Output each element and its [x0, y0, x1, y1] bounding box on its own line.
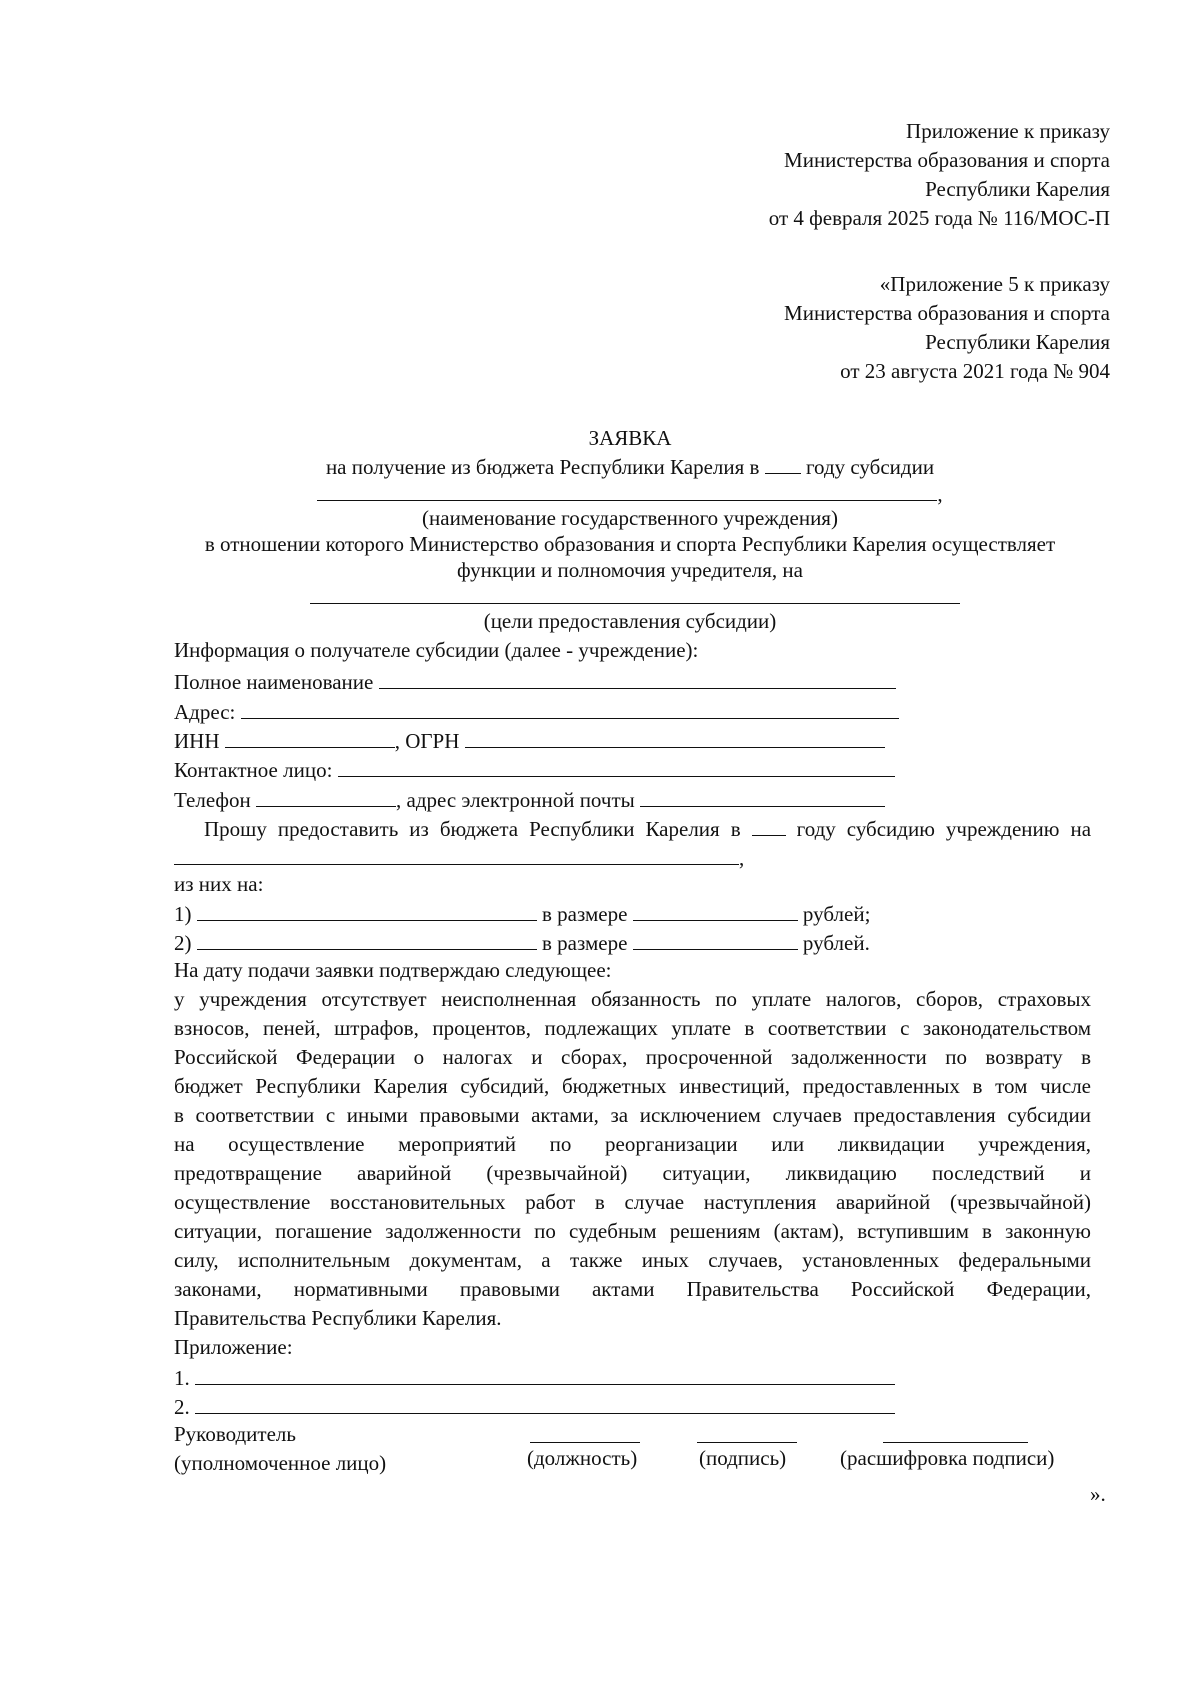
request-item-2	[174, 927, 870, 958]
closing-quote: ».	[1090, 1482, 1106, 1506]
confirm-line: законами, нормативными правовыми актами Правительства Российской Федерации,	[174, 1277, 1091, 1301]
subtitle-part: году субсидии	[805, 455, 935, 479]
decoding-caption: (расшифровка подписи)	[840, 1446, 1055, 1470]
address-blank[interactable]	[241, 696, 899, 719]
header-line: Республики Карелия	[925, 177, 1110, 201]
item-purpose-blank[interactable]	[197, 898, 537, 921]
email-label: , адрес электронной почты	[396, 788, 635, 812]
signature-caption: (подпись)	[699, 1446, 787, 1470]
purpose-blank[interactable]	[310, 603, 960, 604]
inn-label: ИНН	[174, 729, 220, 753]
head-label: Руководитель	[174, 1422, 296, 1446]
item-amount-blank[interactable]	[633, 927, 798, 950]
request-text: Прошу предоставить из бюджета Республики Карелия в	[204, 817, 741, 841]
institution-name-blank[interactable]	[317, 478, 937, 501]
signature-blank[interactable]	[697, 1442, 797, 1443]
inn-blank[interactable]	[225, 725, 395, 748]
attachment-item-1	[174, 1362, 895, 1393]
info-heading: Информация о получателе субсидии (далее - учреждение):	[174, 638, 699, 662]
attachment-blank[interactable]	[195, 1391, 895, 1414]
request-purpose-blank[interactable]	[174, 842, 739, 865]
header-line: Республики Карелия	[925, 330, 1110, 354]
attachment-item-2	[174, 1391, 895, 1422]
item-amount-label: в размере	[542, 931, 628, 955]
header-line: «Приложение 5 к приказу	[879, 272, 1110, 296]
institution-caption: (наименование государственного учреждения)	[422, 506, 838, 530]
confirm-line: ситуации, погашение задолженности по судебным решениям (актам), вступившим в законную	[174, 1219, 1091, 1243]
purpose-caption: (цели предоставления субсидии)	[483, 609, 777, 633]
request-purpose-row	[174, 842, 744, 873]
full-name-blank[interactable]	[379, 666, 896, 689]
confirm-line: силу, исполнительным документам, а также иных случаев, установленных федеральными	[174, 1248, 1091, 1272]
header-line: Министерства образования и спорта	[784, 148, 1110, 172]
header-line: Приложение к приказу	[906, 119, 1110, 143]
confirm-line: взносов, пеней, штрафов, процентов, подлежащих уплате в соответствии с законодательством	[174, 1016, 1091, 1040]
comma: ,	[937, 482, 943, 506]
ogrn-blank[interactable]	[465, 725, 885, 748]
position-blank[interactable]	[530, 1442, 640, 1443]
item-purpose-blank[interactable]	[197, 927, 537, 950]
header-line: Министерства образования и спорта	[784, 301, 1110, 325]
confirm-line-last: Правительства Республики Карелия.	[174, 1306, 502, 1330]
confirm-heading: На дату подачи заявки подтверждаю следующее:	[174, 958, 612, 982]
relation-line: в отношении которого Министерство образования и спорта Республики Карелия осуществляет	[204, 532, 1056, 556]
contact-blank[interactable]	[338, 754, 895, 777]
item-amount-blank[interactable]	[633, 898, 798, 921]
position-caption: (должность)	[527, 1446, 638, 1470]
decoding-blank[interactable]	[883, 1442, 1028, 1443]
confirm-line: бюджет Республики Карелия субсидий, бюджетных инвестиций, предоставленных в том числе	[174, 1074, 1091, 1098]
appendix-header-original	[784, 270, 1110, 386]
head-label-sub: (уполномоченное лицо)	[174, 1451, 387, 1475]
contact-label: Контактное лицо:	[174, 758, 333, 782]
attachment-blank[interactable]	[195, 1362, 895, 1385]
of-them-label: из них на:	[174, 872, 264, 896]
subtitle-part: на получение из бюджета Республики Карелия в	[325, 455, 760, 479]
contact-row	[174, 754, 895, 785]
full-name-label: Полное наименование	[174, 670, 374, 694]
header-line: от 23 августа 2021 года № 904	[840, 359, 1110, 383]
ogrn-label: , ОГРН	[394, 729, 460, 753]
item-currency: рублей;	[802, 902, 871, 926]
attachment-number: 2.	[174, 1395, 190, 1419]
relation-line: функции и полномочия учредителя, на	[457, 558, 803, 582]
year-blank[interactable]	[765, 451, 801, 474]
request-year-blank[interactable]	[752, 813, 786, 836]
address-row	[174, 696, 899, 727]
confirm-line: на осуществление мероприятий по реорганизации или ликвидации учреждения,	[174, 1132, 1091, 1156]
comma: ,	[739, 846, 745, 870]
attachment-number: 1.	[174, 1366, 190, 1390]
request-line	[204, 813, 1091, 844]
phone-label: Телефон	[174, 788, 251, 812]
request-item-1	[174, 898, 870, 929]
confirm-line: в соответствии с иными правовыми актами, за исключением случаев предоставления субсидии	[174, 1103, 1091, 1127]
email-blank[interactable]	[640, 784, 885, 807]
phone-email-row	[174, 784, 885, 815]
confirm-line: осуществление восстановительных работ в случае наступления аварийной (чрезвычайной)	[174, 1190, 1091, 1214]
full-name-row	[174, 666, 896, 697]
address-label: Адрес:	[174, 700, 236, 724]
appendix-header-current	[769, 117, 1110, 233]
item-number: 2)	[174, 931, 192, 955]
confirm-line: предотвращение аварийной (чрезвычайной) ситуации, ликвидацию последствий и	[174, 1161, 1091, 1185]
header-line: от 4 февраля 2025 года № 116/МОС-П	[768, 206, 1110, 230]
inn-ogrn-row	[174, 725, 885, 756]
item-amount-label: в размере	[542, 902, 628, 926]
confirm-line: у учреждения отсутствует неисполненная обязанность по уплате налогов, сборов, страховых	[174, 987, 1091, 1011]
request-text: году субсидию учреждению на	[796, 817, 1091, 841]
phone-blank[interactable]	[256, 784, 396, 807]
item-number: 1)	[174, 902, 192, 926]
attachment-heading: Приложение:	[174, 1335, 293, 1359]
document-title: ЗАЯВКА	[588, 426, 672, 450]
confirm-line: Российской Федерации о налогах и сборах, просроченной задолженности по возврату в	[174, 1045, 1091, 1069]
item-currency: рублей.	[802, 931, 870, 955]
